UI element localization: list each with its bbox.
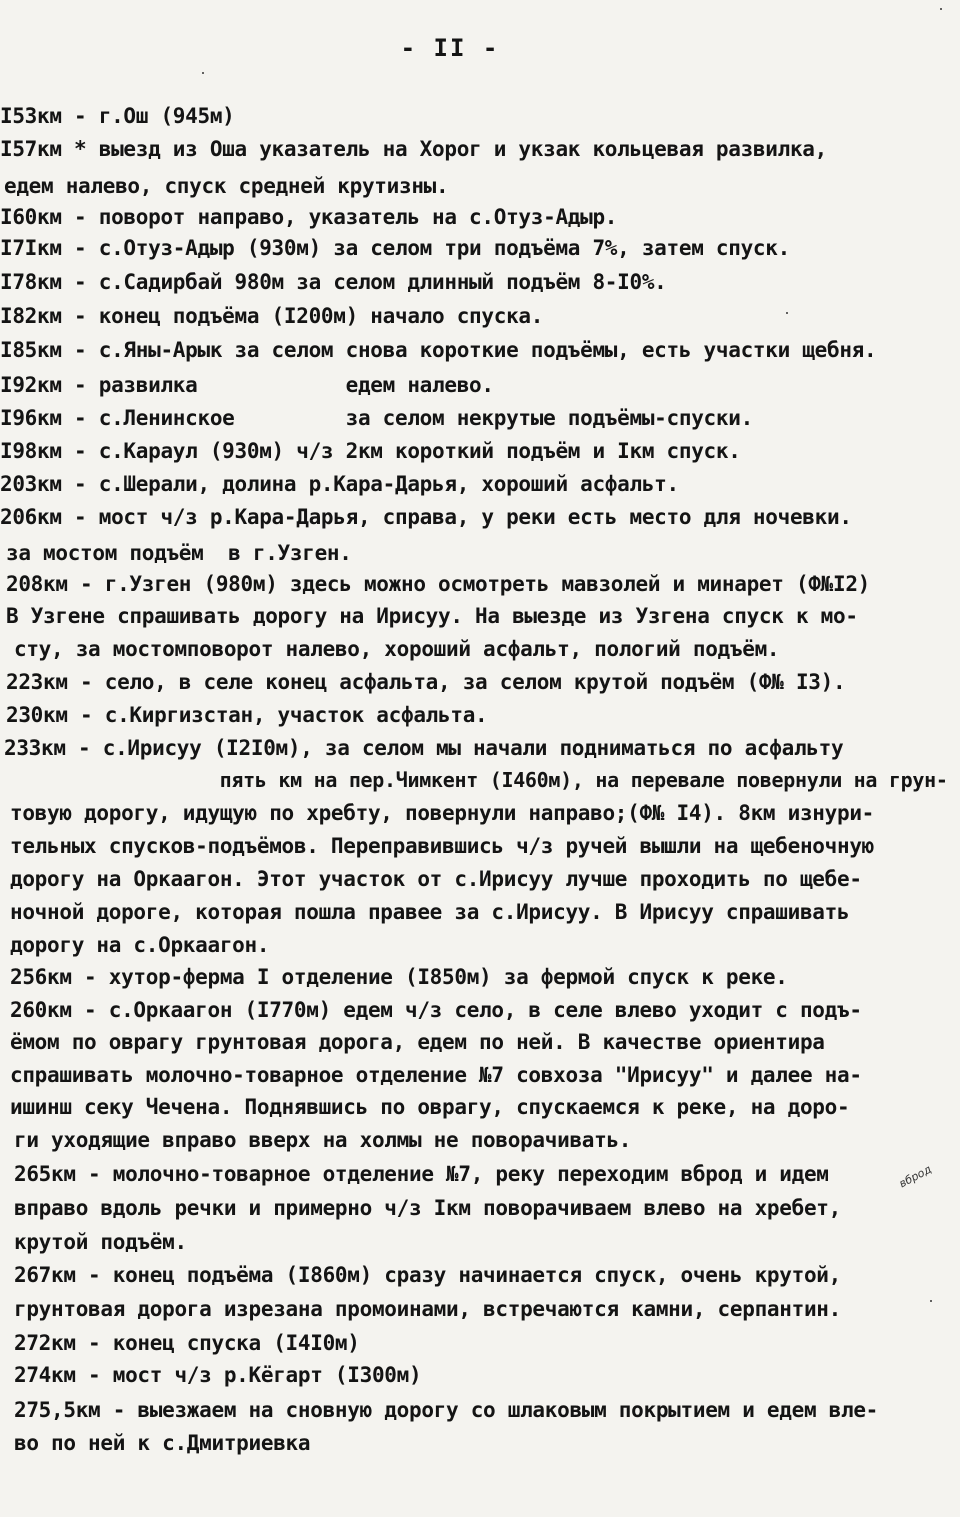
text-line: I96км - с.Ленинское за селом некрутые подъёмы-спуски. [0,406,753,430]
text-line: 233км - с.Ирисуу (I2I0м), за селом мы начали подниматься по асфальту [4,736,844,760]
scan-speck [930,1300,932,1302]
text-line: I78км - с.Садирбай 980м за селом длинный подъём 8-I0%. [0,270,667,294]
text-line: I57км * выезд из Оша указатель на Хорог и укзак кольцевая развилка, [0,137,827,161]
text-line: В Узгене спрашивать дорогу на Ирисуу. На выезде из Узгена спуск к мо- [6,604,858,628]
text-line: пять км на пер.Чимкент (I460м), на перевале повернули на грун- [114,768,948,792]
text-line: 223км - село, в селе конец асфальта, за селом крутой подъём (Ф№ I3). [6,670,846,694]
handwritten-margin-note: вброд [896,1162,934,1191]
text-line: товую дорогу, идущую по хребту, повернули направо;(Ф№ I4). 8км изнури- [10,801,875,825]
page-number: - II - [400,34,500,62]
text-line: 275,5км - выезжаем на сновную дорогу со шлаковым покрытием и едем вле- [14,1398,879,1422]
text-line: крутой подъём. [14,1230,187,1254]
text-line: дорогу на Оркаагон. Этот участок от с.Ирисуу лучше проходить по щебе- [10,867,862,891]
text-line: дорогу на с.Оркаагон. [10,933,270,957]
text-line: вправо вдоль речки и примерно ч/з Iкм поворачиваем влево на хребет, [14,1196,841,1220]
text-line: спрашивать молочно-товарное отделение №7 совхоза "Ирисуу" и далее на- [10,1063,862,1087]
text-line: 208км - г.Узген (980м) здесь можно осмотреть мавзолей и минарет (Ф№I2) [6,572,871,596]
text-line: I53км - г.Ош (945м) [0,104,235,128]
text-line: во по ней к с.Дмитриевка [14,1431,311,1455]
text-line: едем налево, спуск средней крутизны. [4,174,449,198]
text-line: тельных спусков-подъёмов. Переправившись ч/з ручей вышли на щебеночную [10,834,875,858]
text-line: ночной дороге, которая пошла правее за с.Ирисуу. В Ирисуу спрашивать [10,900,850,924]
scan-speck [202,72,204,74]
text-line: грунтовая дорога изрезана промоинами, встречаются камни, серпантин. [14,1297,841,1321]
text-line: 267км - конец подъёма (I860м) сразу начинается спуск, очень крутой, [14,1263,841,1287]
text-line: I7Iкм - с.Отуз-Адыр (930м) за селом три подъёма 7%, затем спуск. [0,236,790,260]
text-line: ёмом по оврагу грунтовая дорога, едем по ней. В качестве ориентира [10,1030,825,1054]
text-line: сту, за мостомповорот налево, хороший асфальт, пологий подъём. [14,637,780,661]
scan-speck [940,8,942,10]
scan-speck [786,312,788,314]
text-line: ги уходящие вправо вверх на холмы не поворачивать. [14,1128,632,1152]
text-line: I98км - с.Караул (930м) ч/з 2км короткий подъём и Iкм спуск. [0,439,741,463]
text-line: 206км - мост ч/з р.Кара-Дарья, справа, у реки есть место для ночевки. [0,505,852,529]
text-line: I60км - поворот направо, указатель на с.Отуз-Адыр. [0,205,618,229]
text-line: 230км - с.Киргизстан, участок асфальта. [6,703,488,727]
text-line: за мостом подъём в г.Узген. [6,541,352,565]
text-line: 260км - с.Оркаагон (I770м) едем ч/з село, в селе влево уходит с подъ- [10,998,862,1022]
text-line: I92км - развилка едем налево. [0,373,494,397]
text-line: I82км - конец подъёма (I200м) начало спуска. [0,304,544,328]
text-line: 265км - молочно-товарное отделение №7, реку переходим вброд и идем [14,1162,829,1186]
text-line: I85км - с.Яны-Арык за селом снова короткие подъёмы, есть участки щебня. [0,338,877,362]
text-line: 274км - мост ч/з р.Кёгарт (I300м) [14,1363,422,1387]
text-line: 203км - с.Шерали, долина р.Кара-Дарья, хороший асфальт. [0,472,679,496]
text-line: 256км - хутор-ферма I отделение (I850м) за фермой спуск к реке. [10,965,788,989]
text-line: 272км - конец спуска (I4I0м) [14,1331,360,1355]
text-line: ишинш секу Чечена. Поднявшись по оврагу, спускаемся к реке, на доро- [10,1095,850,1119]
